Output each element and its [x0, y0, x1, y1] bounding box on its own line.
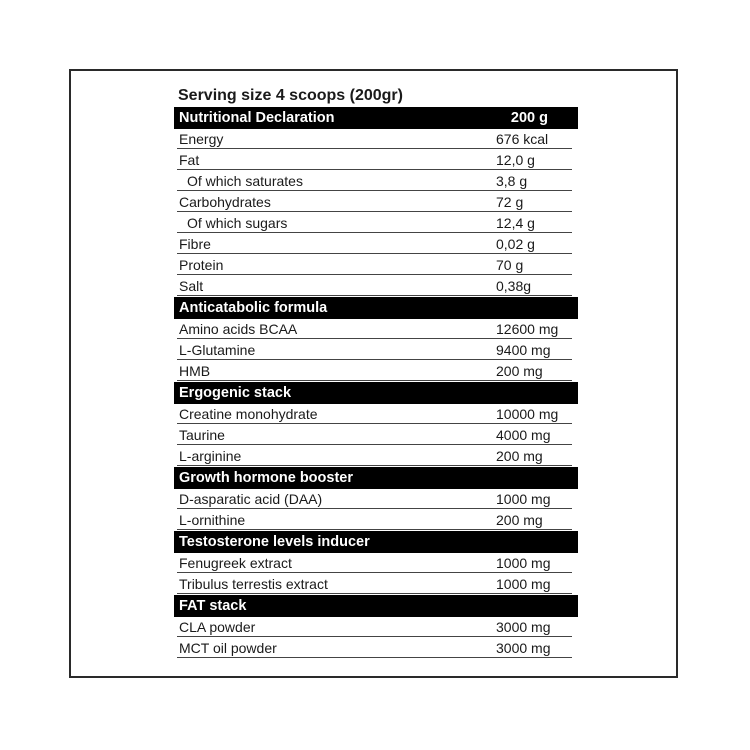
table-row: [174, 489, 578, 510]
section-header: [174, 107, 578, 129]
row-underline: [177, 529, 572, 530]
table-row: [174, 255, 578, 276]
row-label: L-arginine: [179, 448, 242, 464]
row-underline: [177, 508, 572, 509]
section-title: Ergogenic stack: [179, 385, 292, 401]
row-label: Of which saturates: [187, 173, 303, 189]
row-value: 3000 mg: [496, 640, 551, 656]
row-underline: [177, 295, 572, 296]
row-underline: [177, 148, 572, 149]
row-label: Fenugreek extract: [179, 555, 292, 571]
table-row: [174, 319, 578, 340]
row-underline: [177, 359, 572, 360]
table-row: [174, 234, 578, 255]
row-label: HMB: [179, 363, 211, 379]
row-underline: [177, 657, 572, 658]
row-value: 12,4 g: [496, 215, 535, 231]
section-title: Testosterone levels inducer: [179, 534, 370, 550]
table-row: [174, 276, 578, 297]
section-title: FAT stack: [179, 598, 247, 614]
row-label: L-Glutamine: [179, 342, 256, 358]
row-value: 72 g: [496, 194, 524, 210]
row-label: Of which sugars: [187, 215, 288, 231]
table-row: [174, 425, 578, 446]
row-underline: [177, 169, 572, 170]
row-value: 9400 mg: [496, 342, 551, 358]
table-row: [174, 129, 578, 150]
row-label: MCT oil powder: [179, 640, 277, 656]
row-label: D-asparatic acid (DAA): [179, 491, 323, 507]
row-value: 10000 mg: [496, 406, 559, 422]
row-label: Fibre: [179, 236, 211, 252]
row-underline: [177, 572, 572, 573]
section-header: [174, 382, 578, 404]
row-underline: [177, 253, 572, 254]
row-value: 1000 mg: [496, 491, 551, 507]
row-label: Amino acids BCAA: [179, 321, 298, 337]
row-value: 12,0 g: [496, 152, 535, 168]
row-label: Energy: [179, 131, 224, 147]
nutrition-panel: [174, 86, 578, 659]
row-underline: [177, 190, 572, 191]
row-value: 200 mg: [496, 363, 543, 379]
row-label: Salt: [179, 278, 204, 294]
row-underline: [177, 465, 572, 466]
section-header: [174, 467, 578, 489]
table-row: [174, 361, 578, 382]
table-row: [174, 150, 578, 171]
row-label: Tribulus terrestis extract: [179, 576, 328, 592]
row-value: 3000 mg: [496, 619, 551, 635]
row-underline: [177, 423, 572, 424]
row-value: 0,02 g: [496, 236, 535, 252]
row-underline: [177, 274, 572, 275]
table-row: [174, 213, 578, 234]
row-underline: [177, 444, 572, 445]
row-value: 676 kcal: [496, 131, 549, 147]
row-value: 12600 mg: [496, 321, 559, 337]
nutrition-table: [174, 107, 578, 659]
row-value: 0,38g: [496, 278, 532, 294]
row-underline: [177, 636, 572, 637]
table-row: [174, 340, 578, 361]
row-label: CLA powder: [179, 619, 256, 635]
section-title: Anticatabolic formula: [179, 300, 328, 316]
table-row: [174, 638, 578, 659]
serving-size-title: Serving size 4 scoops (200gr): [178, 87, 403, 104]
row-label: L-ornithine: [179, 512, 246, 528]
row-label: Carbohydrates: [179, 194, 271, 210]
row-value: 3,8 g: [496, 173, 528, 189]
section-title: Growth hormone booster: [179, 470, 353, 486]
table-row: [174, 553, 578, 574]
table-row: [174, 192, 578, 213]
table-row: [174, 404, 578, 425]
row-label: Creatine monohydrate: [179, 406, 318, 422]
table-row: [174, 510, 578, 531]
row-label: Fat: [179, 152, 200, 168]
row-value: 4000 mg: [496, 427, 551, 443]
row-underline: [177, 232, 572, 233]
table-row: [174, 446, 578, 467]
row-label: Protein: [179, 257, 224, 273]
row-value: 70 g: [496, 257, 524, 273]
section-title: Nutritional Declaration: [179, 110, 335, 126]
row-underline: [177, 593, 572, 594]
section-header: [174, 595, 578, 617]
section-header-value: 200 g: [510, 110, 548, 126]
section-header: [174, 297, 578, 319]
row-value: 1000 mg: [496, 555, 551, 571]
row-label: Taurine: [179, 427, 225, 443]
row-value: 200 mg: [496, 448, 543, 464]
row-value: 1000 mg: [496, 576, 551, 592]
table-row: [174, 574, 578, 595]
row-value: 200 mg: [496, 512, 543, 528]
row-underline: [177, 380, 572, 381]
table-row: [174, 617, 578, 638]
section-header: [174, 531, 578, 553]
row-underline: [177, 338, 572, 339]
row-underline: [177, 211, 572, 212]
table-row: [174, 171, 578, 192]
